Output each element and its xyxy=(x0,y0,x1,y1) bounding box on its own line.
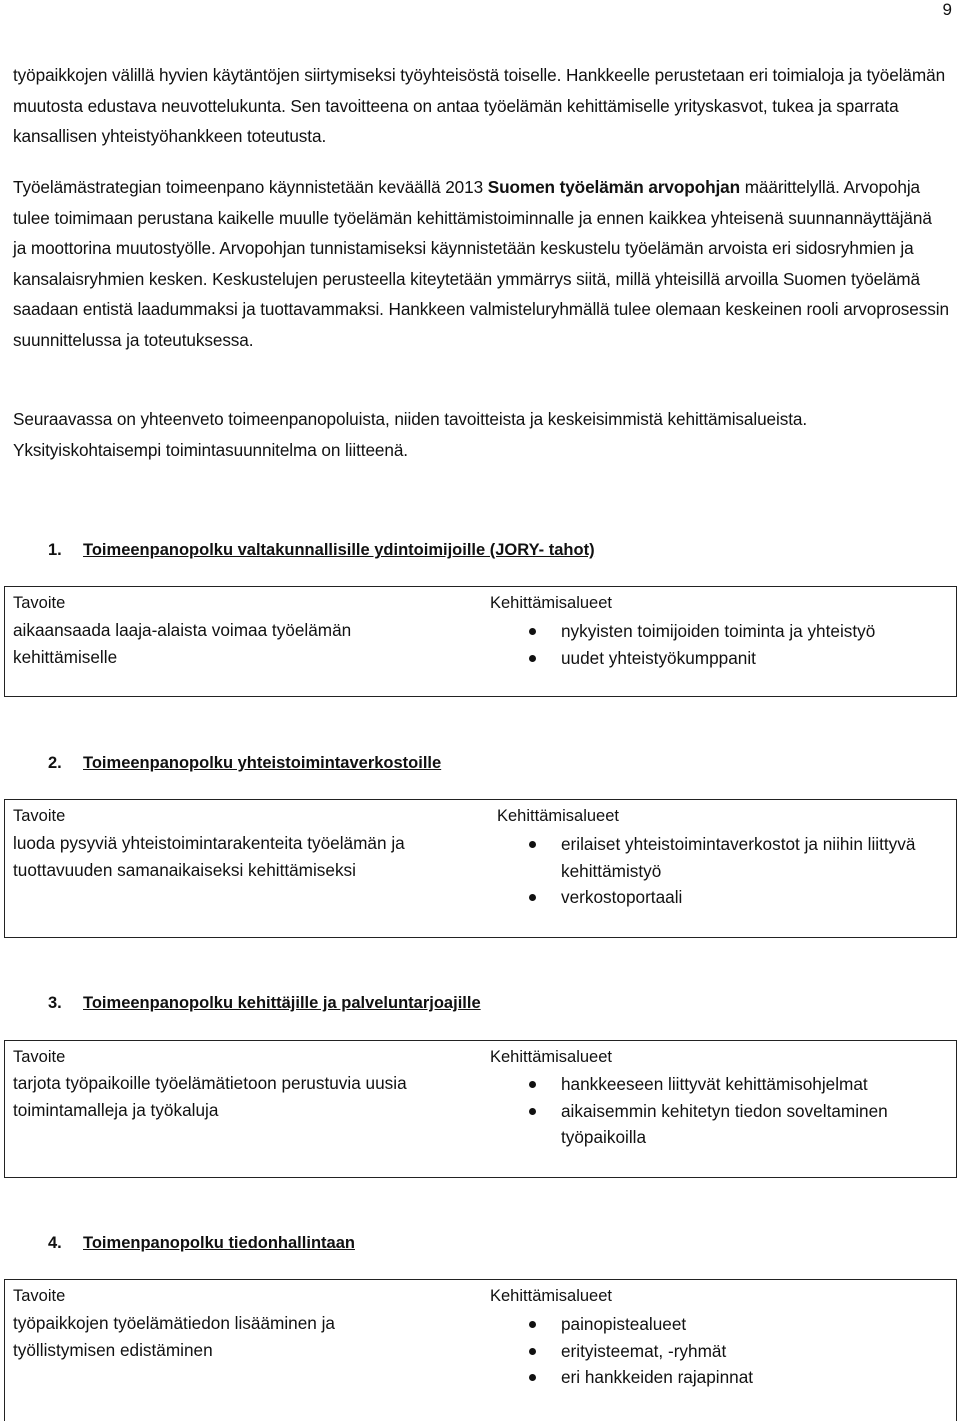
paragraph-arvopohja-start: Työelämästrategian toimeenpano käynnistetään keväällä 2013 xyxy=(13,177,488,197)
path-4-table xyxy=(4,1279,957,1421)
path-1-goal-label: Tavoite xyxy=(13,594,66,612)
path-4-title: Toimenpanopolku tiedonhallintaan xyxy=(83,1234,355,1252)
path-1-heading xyxy=(48,541,595,560)
path-1-number: 1. xyxy=(48,541,62,559)
path-4-areas-list xyxy=(525,1311,945,1391)
paragraph-arvopohja-rest: määrittelyllä. Arvopohja tulee toimimaan perustana kaikelle muulle työelämän kehittämistoiminnalle ja ennen kaikkea yhteisenä suunnannäyttäjänä ja moottorina muutostyölle. Arvopohjan tunnistamiseksi käynnistetään keskustelu työelämän arvoista eri sidosryhmien ja kansalaisryhmien kesken. Keskustelujen perusteella kiteytetään ymmärrys siitä, millä yhteisillä arvoilla Suomen työelämä saadaan entistä laadummaksi ja tuottavammaksi. Hankkeen valmisteluryhmällä tulee olemaan keskeinen rooli arvoprosessin suunnittelussa ja toteutuksessa. xyxy=(13,177,949,350)
path-3-areas-list xyxy=(525,1071,945,1151)
path-4-areas-label: Kehittämisalueet xyxy=(490,1287,612,1305)
path-2-number: 2. xyxy=(48,754,62,772)
path-4-heading xyxy=(48,1234,355,1253)
path-1-area-item: uudet yhteistyökumppanit xyxy=(525,645,945,672)
path-2-goal: luoda pysyviä yhteistoimintarakenteita työelämän ja tuottavuuden samanaikaiseksi kehittämiseksi xyxy=(13,833,405,880)
paragraph-summary: Seuraavassa on yhteenveto toimeenpanopoluista, niiden tavoitteista ja keskeisimmistä kehittämisalueista. Yksityiskohtaisempi toimintasuunnitelma on liitteenä. xyxy=(13,409,808,460)
path-2-areas-label: Kehittämisalueet xyxy=(497,807,619,825)
path-1-table xyxy=(4,586,957,697)
path-1-title: Toimeenpanopolku valtakunnallisille ydintoimijoille (JORY- tahot) xyxy=(83,541,595,559)
paragraph-arvopohja xyxy=(13,172,949,355)
path-2-title: Toimeenpanopolku yhteistoimintaverkostoille xyxy=(83,754,442,772)
path-4-goal: työpaikkojen työelämätiedon lisääminen ja työllistymisen edistäminen xyxy=(13,1313,335,1360)
paragraph-intro: työpaikkojen välillä hyvien käytäntöjen siirtymiseksi työyhteisöstä toiselle. Hankkeelle perustetaan eri toimialoja ja työelämän muutosta edustava neuvottelukunta. Sen tavoitteena on antaa työelämän kehittämiselle yrityskasvot, tukea ja sparrata kansallisen yhteistyöhankkeen toteutusta. xyxy=(13,65,946,146)
path-4-goal-label: Tavoite xyxy=(13,1287,66,1305)
path-4-number: 4. xyxy=(48,1234,62,1252)
path-4-area-item: erityisteemat, -ryhmät xyxy=(525,1338,945,1365)
path-3-number: 3. xyxy=(48,994,62,1012)
path-2-table xyxy=(4,799,957,938)
path-1-areas-list xyxy=(525,618,945,671)
path-3-goal: tarjota työpaikoille työelämätietoon perustuvia uusia toimintamalleja ja työkaluja xyxy=(13,1073,407,1120)
path-4-area-item: eri hankkeiden rajapinnat xyxy=(525,1364,945,1391)
path-1-goal: aikaansaada laaja-alaista voimaa työelämän kehittämiselle xyxy=(13,620,352,667)
path-4-area-item: painopistealueet xyxy=(525,1311,945,1338)
path-2-goal-label: Tavoite xyxy=(13,807,66,825)
path-3-heading xyxy=(48,994,481,1013)
paragraph-arvopohja-bold: Suomen työelämän arvopohjan xyxy=(487,177,741,197)
path-3-area-item: hankkeeseen liittyvät kehittämisohjelmat xyxy=(525,1071,945,1098)
path-1-area-item: nykyisten toimijoiden toiminta ja yhteistyö xyxy=(525,618,945,645)
path-2-heading xyxy=(48,754,441,773)
path-2-area-item: verkostoportaali xyxy=(525,884,925,911)
path-2-area-item: erilaiset yhteistoimintaverkostot ja niihin liittyvä kehittämistyö xyxy=(525,831,925,884)
path-3-goal-label: Tavoite xyxy=(13,1048,66,1066)
path-2-areas-list xyxy=(525,831,925,911)
page-number: 9 xyxy=(942,0,952,19)
path-3-area-item: aikaisemmin kehitetyn tiedon soveltaminen työpaikoilla xyxy=(525,1098,945,1151)
path-3-areas-label: Kehittämisalueet xyxy=(490,1048,612,1066)
path-3-title: Toimeenpanopolku kehittäjille ja palveluntarjoajille xyxy=(83,994,481,1012)
path-1-areas-label: Kehittämisalueet xyxy=(490,594,612,612)
path-3-table xyxy=(4,1040,957,1178)
